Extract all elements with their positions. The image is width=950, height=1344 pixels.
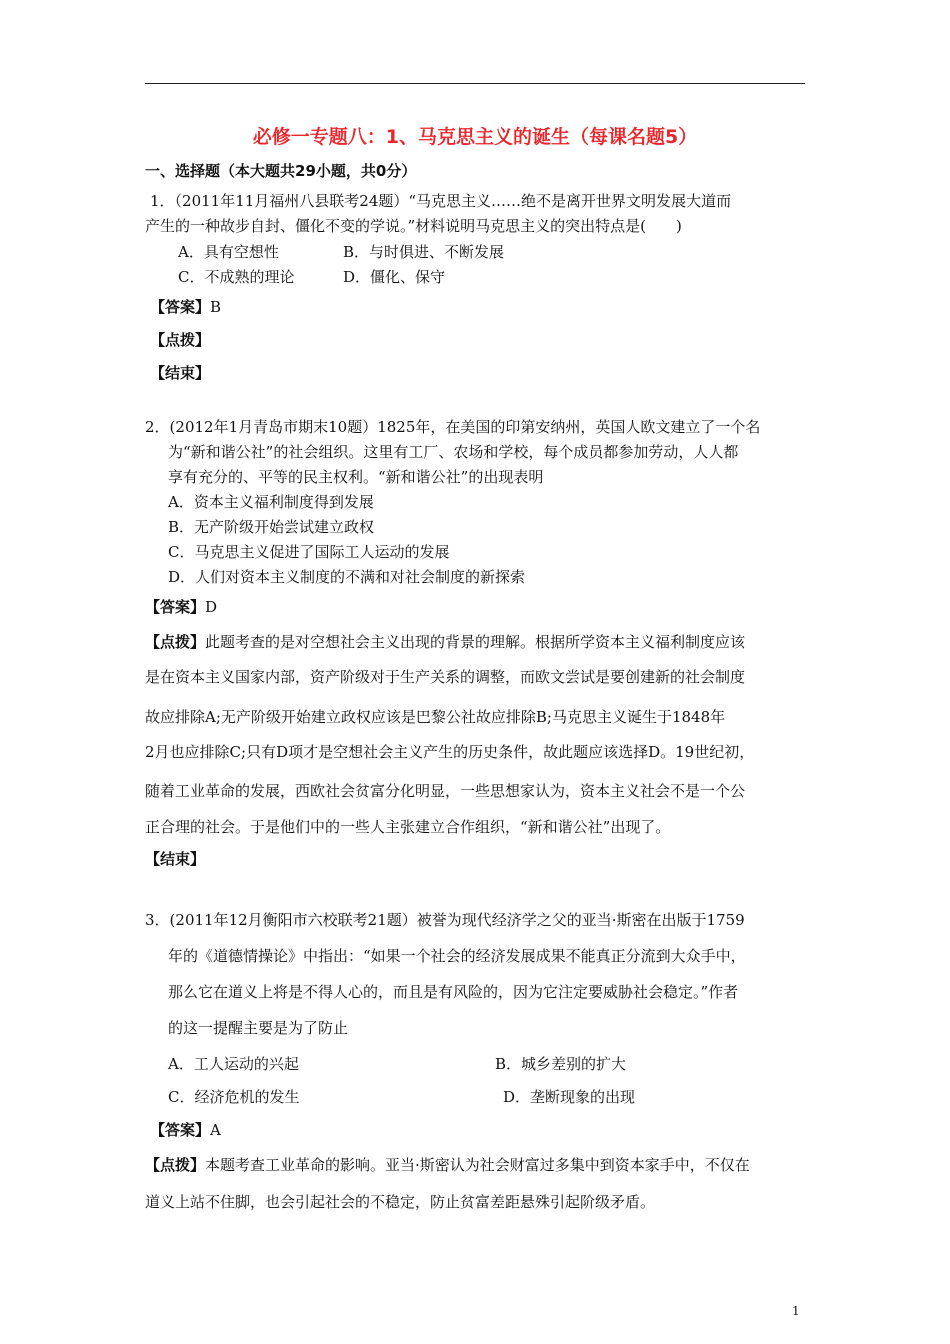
q1-option-a: A．具有空想性 (178, 243, 279, 261)
q2-option-a: A．资本主义福利制度得到发展 (168, 493, 374, 511)
q1-end-label: 【结束】 (150, 364, 211, 382)
q3-option-c: C．经济危机的发生 (168, 1088, 300, 1106)
q2-option-c: C．马克思主义促进了国际工人运动的发展 (168, 543, 450, 561)
q2-option-b: B．无产阶级开始尝试建立政权 (168, 518, 375, 536)
q1-answer-value: B (210, 298, 222, 316)
q3-option-a: A．工人运动的兴起 (168, 1055, 299, 1073)
q3-option-d: D．垄断现象的出现 (503, 1088, 636, 1106)
q3-answer (150, 1120, 221, 1140)
page-number: 1 (792, 1304, 800, 1318)
q3-option-b: B．城乡差别的扩大 (495, 1055, 627, 1073)
q2-hint-line-5: 随着工业革命的发展，西欧社会贫富分化明显，一些思想家认为，资本主义社会不是一个公 (145, 782, 746, 800)
q3-stem-line-1: 3．(2011年12月衡阳市六校联考21题）被誉为现代经济学之父的亚当·斯密在出版于1759 (145, 911, 745, 929)
q1-hint-label: 【点拨】 (150, 331, 211, 349)
q3-hint-text-1: 本题考查工业革命的影响。亚当·斯密认为社会财富过多集中到资本家手中，不仅在 (205, 1156, 750, 1174)
q2-hint-line-6: 正合理的社会。于是他们中的一些人主张建立合作组织，“新和谐公社”出现了。 (145, 818, 671, 836)
q2-hint-line-2: 是在资本主义国家内部，资产阶级对于生产关系的调整，而欧文尝试是要创建新的社会制度 (145, 668, 746, 686)
answer-label: 【答案】 (150, 1121, 211, 1139)
q2-stem-line-1: 2．(2012年1月青岛市期末10题）1825年，在美国的印第安纳州，英国人欧文建立了一个名 (145, 418, 761, 436)
q2-answer (145, 597, 217, 617)
q3-hint-line-1 (145, 1155, 750, 1175)
q1-stem-line-1: 1．（2011年11月福州八县联考24题）“马克思主义……绝不是离开世界文明发展大道而 (150, 192, 732, 210)
document-title: 必修一专题八：1、马克思主义的诞生（每课名题5） (252, 126, 698, 148)
q2-hint-text-1: 此题考查的是对空想社会主义出现的背景的理解。根据所学资本主义福利制度应该 (205, 633, 746, 651)
answer-label: 【答案】 (150, 298, 211, 316)
header-rule (145, 83, 805, 84)
q3-stem-line-2: 年的《道德情操论》中指出：“如果一个社会的经济发展成果不能真正分流到大众手中， (168, 947, 746, 965)
q1-answer (150, 297, 221, 317)
q3-stem-line-4: 的这一提醒主要是为了防止 (168, 1019, 349, 1037)
q3-stem-line-3: 那么它在道义上将是不得人心的，而且是有风险的，因为它注定要威胁社会稳定。”作者 (168, 983, 739, 1001)
q2-hint-line-1 (145, 632, 745, 652)
q2-end-label: 【结束】 (145, 850, 206, 868)
hint-label: 【点拨】 (145, 633, 206, 651)
q1-option-c: C．不成熟的理论 (178, 268, 295, 286)
q2-stem-line-3: 享有充分的、平等的民主权利。“新和谐公社”的出现表明 (168, 468, 544, 486)
q1-option-d: D．僵化、保守 (343, 268, 446, 286)
section-heading: 一、选择题（本大题共29小题，共0分） (145, 162, 417, 180)
q3-hint-line-2: 道义上站不住脚，也会引起社会的不稳定，防止贫富差距悬殊引起阶级矛盾。 (145, 1193, 656, 1211)
q2-answer-value: D (205, 598, 218, 616)
q2-hint-line-3: 故应排除A;无产阶级开始建立政权应该是巴黎公社故应排除B;马克思主义诞生于1848年 (145, 708, 726, 726)
q2-stem-line-2: 为“新和谐公社”的社会组织。这里有工厂、农场和学校，每个成员都参加劳动，人人都 (168, 443, 739, 461)
hint-label: 【点拨】 (145, 1156, 206, 1174)
q1-stem-line-2: 产生的一种故步自封、僵化不变的学说。”材料说明马克思主义的突出特点是( ) (145, 217, 682, 235)
q1-option-b: B．与时俱进、不断发展 (343, 243, 505, 261)
q2-hint-line-4: 2月也应排除C;只有D项才是空想社会主义产生的历史条件，故此题应该选择D。19世纪初， (145, 743, 755, 761)
q3-answer-value: A (210, 1121, 221, 1139)
answer-label: 【答案】 (145, 598, 206, 616)
q2-option-d: D．人们对资本主义制度的不满和对社会制度的新探索 (168, 568, 526, 586)
